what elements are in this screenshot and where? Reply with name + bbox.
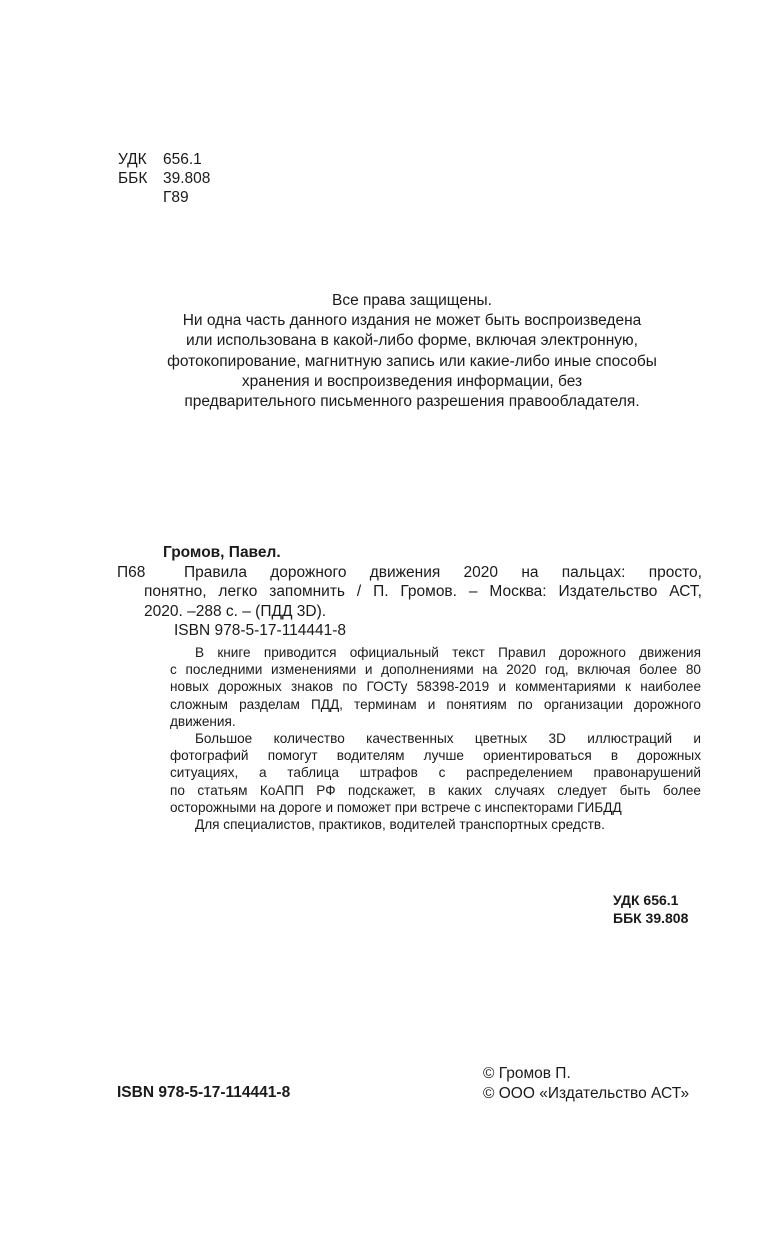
rights-heading: Все права защищены. xyxy=(332,292,492,309)
footer-isbn: ISBN 978-5-17-114441-8 xyxy=(117,1084,291,1101)
author-mark-row xyxy=(118,188,210,207)
author-mark-label xyxy=(118,188,163,207)
annotation-line: Для специалистов, практиков, водителей транспортных средств. xyxy=(195,817,605,833)
udk-value: 656.1 xyxy=(163,151,202,168)
bibliographic-record xyxy=(117,543,702,641)
annotation-line: Большое количество качественных цветных 3D иллюстраций и xyxy=(195,731,701,747)
annotation-line: новых дорожных знаков по ГОСТу 58398-2019 и комментариями к наиболее xyxy=(170,679,701,695)
rights-line: хранения и воспроизведения информации, без xyxy=(241,372,583,390)
bib-title xyxy=(144,563,702,622)
udk-row xyxy=(118,150,210,169)
bib-title-line: Правила дорожного движения 2020 на пальцах: просто, xyxy=(184,563,702,581)
annotation-line: В книге приводится официальный текст Правил дорожного движения xyxy=(195,645,701,660)
classification-block-bottom xyxy=(613,891,688,927)
udk-label: УДК xyxy=(118,151,147,168)
copyright-author: © Громов П. xyxy=(483,1065,571,1082)
annotation-line: осторожными на дороге и поможет при встрече с инспекторами ГИБДД xyxy=(170,799,622,815)
bib-description xyxy=(117,563,702,622)
bbk-bottom: ББК 39.808 xyxy=(613,910,689,926)
rights-line: предварительного письменного разрешения правообладателя. xyxy=(184,393,640,411)
bib-author-code: П68 xyxy=(117,563,146,581)
rights-line: или использована в какой-либо форме, включая электронную, xyxy=(186,332,638,350)
bib-isbn: ISBN 978-5-17-114441-8 xyxy=(174,622,347,639)
annotation-paragraph xyxy=(170,730,701,816)
bbk-label: ББК xyxy=(118,170,148,187)
bbk-value: 39.808 xyxy=(163,170,211,187)
classification-block-top xyxy=(118,150,210,207)
annotation-line: по статьям КоАПП РФ подскажет, в каких случаях следует быть более xyxy=(170,782,701,798)
annotation-line: фотографий помогут водителям лучше ориентироваться в дорожных xyxy=(170,748,701,764)
rights-notice xyxy=(120,291,704,412)
annotation xyxy=(170,644,701,833)
copyright-publisher: © ООО «Издательство АСТ» xyxy=(483,1085,690,1102)
bib-title-line: 2020. –288 с. – (ПДД 3D). xyxy=(144,602,327,620)
annotation-paragraph xyxy=(170,644,701,730)
bib-title-line: понятно, легко запомнить / П. Громов. – Москва: Издательство АСТ, xyxy=(144,583,702,600)
author-mark-value: Г89 xyxy=(163,189,189,206)
bbk-row xyxy=(118,169,210,188)
annotation-paragraph xyxy=(170,816,701,833)
annotation-line: движения. xyxy=(170,713,236,729)
rights-line: Ни одна часть данного издания не может быть воспроизведена xyxy=(182,312,642,330)
copyright-block xyxy=(483,1064,689,1104)
udk-bottom: УДК 656.1 xyxy=(613,892,679,908)
bib-author: Громов, Павел. xyxy=(163,544,281,561)
annotation-line: ситуациях, а таблица штрафов с распределением правонарушений xyxy=(170,765,701,781)
rights-line: фотокопирование, магнитную запись или какие-либо иные способы xyxy=(167,352,657,370)
annotation-line: с последними изменениями и дополнениями на 2020 год, включая более 80 xyxy=(170,662,701,678)
annotation-line: сложным разделам ПДД, терминам и понятиям по организации дорожного xyxy=(170,696,701,712)
